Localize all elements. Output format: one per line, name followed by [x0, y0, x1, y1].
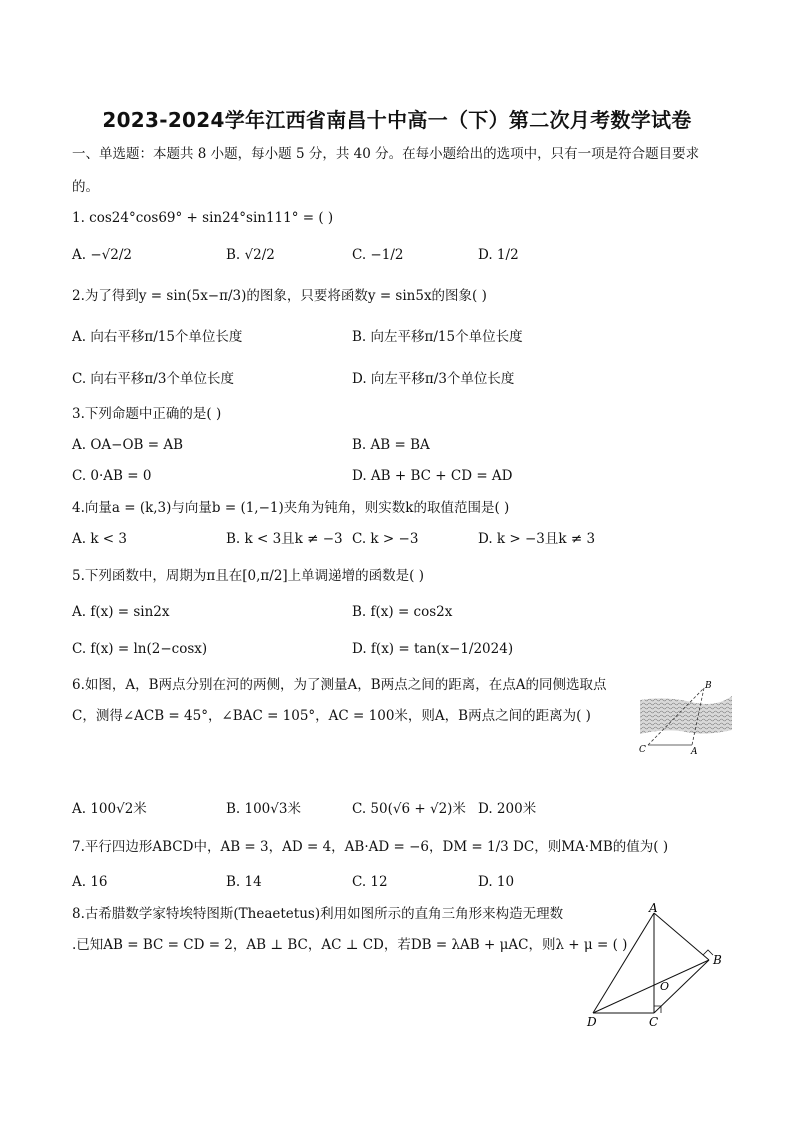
label-o: O [660, 980, 670, 993]
q5-stem: 5.下列函数中，周期为π且在[0,π/2]上单调递增的函数是( ) [72, 568, 425, 584]
q2-option-c: C. 向右平移π/3个单位长度 [72, 371, 234, 387]
label-d: D [587, 1015, 597, 1029]
q5-option-a: A. f(x) = sin2x [72, 604, 170, 620]
label-c: C [639, 745, 646, 755]
q2-option-a: A. 向右平移π/15个单位长度 [72, 329, 243, 345]
q3-option-a: A. OA−OB = AB [72, 437, 184, 453]
section-heading-line1: 一、单选题：本题共 8 小题，每小题 5 分，共 40 分。在每小题给出的选项中，只有一项是符合题目要求 [72, 146, 700, 162]
q6-option-d: D. 200米 [478, 801, 537, 817]
q6-option-a: A. 100√2米 [72, 801, 147, 817]
q2-stem: 2.为了得到y = sin(5x−π/3)的图象，只要将函数y = sin5x的图象( ) [72, 288, 487, 304]
page-title: 2023-2024学年江西省南昌十中高一（下）第二次月考数学试卷 [102, 108, 692, 132]
q1-option-c: C. −1/2 [352, 247, 404, 263]
label-a: A [691, 747, 698, 757]
q2-option-d: D. 向左平移π/3个单位长度 [352, 371, 515, 387]
q4-option-c: C. k > −3 [352, 531, 419, 547]
q7-option-c: C. 12 [352, 874, 388, 890]
river-waves [640, 696, 732, 734]
q8-stem-line2: .已知AB = BC = CD = 2，AB ⊥ BC，AC ⊥ CD，若DB = λAB + μAC，则λ + μ = ( ) [72, 937, 628, 953]
q4-option-a: A. k < 3 [72, 531, 127, 547]
q1-option-b: B. √2/2 [226, 247, 275, 263]
q6-option-c: C. 50(√6 + √2)米 [352, 801, 466, 817]
q1-stem: 1. cos24°cos69° + sin24°sin111° = ( ) [72, 210, 334, 226]
q3-option-b: B. AB = BA [352, 437, 430, 453]
q5-option-c: C. f(x) = ln(2−cosx) [72, 641, 208, 657]
segment-db [593, 960, 709, 1013]
q7-stem: 7.平行四边形ABCD中，AB = 3，AD = 4，AB·AD = −6，DM = 1/3 DC，则MA·MB的值为( ) [72, 839, 669, 855]
q1-option-d: D. 1/2 [478, 247, 519, 263]
q3-option-c: C. 0·AB = 0 [72, 468, 152, 484]
q5-option-b: B. f(x) = cos2x [352, 604, 453, 620]
segment-ab [654, 913, 709, 960]
q4-stem: 4.向量a = (k,3)与向量b = (1,−1)夹角为钝角，则实数k的取值范围是( ) [72, 500, 510, 516]
label-b: B [705, 681, 712, 691]
river-figure [636, 678, 736, 760]
q3-option-d: D. AB + BC + CD = AD [352, 468, 513, 484]
q5-option-d: D. f(x) = tan(x−1/2024) [352, 641, 514, 657]
segment-ad [593, 913, 654, 1013]
triangle-figure [582, 900, 732, 1032]
q6-stem-line2: C，测得∠ACB = 45°，∠BAC = 105°，AC = 100米，则A，B两点之间的距离为( ) [72, 708, 591, 724]
q6-stem-line1: 6.如图，A，B两点分别在河的两侧，为了测量A，B两点之间的距离，在点A的同侧选取点 [72, 677, 607, 693]
q6-option-b: B. 100√3米 [226, 801, 301, 817]
q1-option-a: A. −√2/2 [72, 247, 132, 263]
label-c: C [649, 1015, 659, 1029]
q7-option-b: B. 14 [226, 874, 262, 890]
label-b: B [713, 953, 722, 967]
section-heading-line2: 的。 [72, 179, 99, 195]
q4-option-d: D. k > −3且k ≠ 3 [478, 531, 596, 547]
label-a: A [649, 901, 658, 915]
q8-stem-line1: 8.古希腊数学家特埃特图斯(Theaetetus)利用如图所示的直角三角形来构造无理数 [72, 906, 564, 922]
q2-option-b: B. 向左平移π/15个单位长度 [352, 329, 523, 345]
q7-option-a: A. 16 [72, 874, 108, 890]
right-angle-b [703, 950, 713, 955]
q3-stem: 3.下列命题中正确的是( ) [72, 406, 222, 422]
q7-option-d: D. 10 [478, 874, 515, 890]
q4-option-b: B. k < 3且k ≠ −3 [226, 531, 343, 547]
